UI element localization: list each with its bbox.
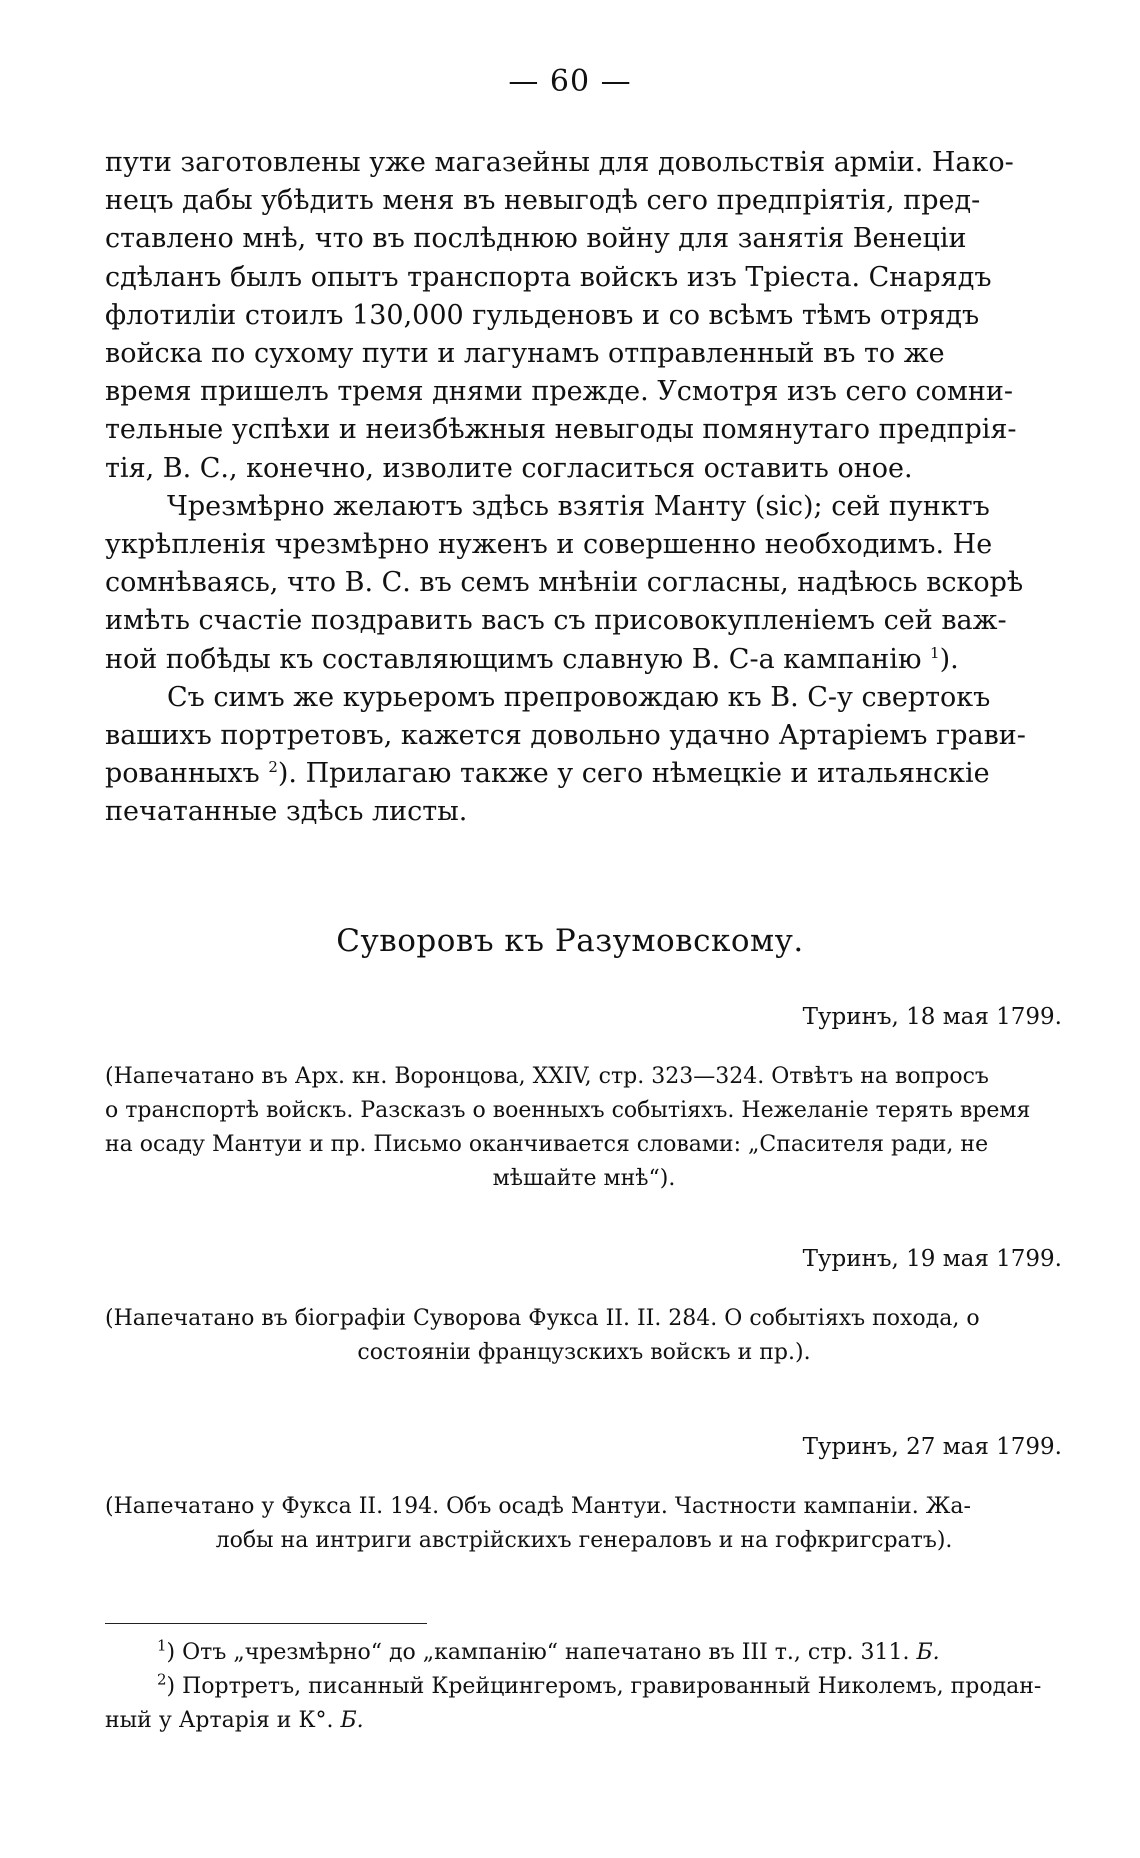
footnote-marker: 1 [157,1636,167,1655]
note-line: (Напечатано въ Арх. кн. Воронцова, XXIV, стр. 323—324. Отвѣтъ на вопросъ [105,1064,989,1089]
footnote-ref-1: 1 [930,643,940,662]
text-line: укрѣпленія чрезмѣрно нуженъ и совершенно необходимъ. Не [105,529,993,561]
note-line: (Напечатано въ біографіи Суворова Фукса II. II. 284. О событіяхъ похода, о [105,1306,980,1331]
text-line: сдѣланъ былъ опытъ транспорта войскъ изъ Тріеста. Снарядъ [105,261,992,293]
text-line: флотиліи стоилъ 130,000 гульденовъ и со всѣмъ тѣмъ отрядъ [105,299,980,331]
text-line: Чрезмѣрно желаютъ здѣсь взятія Манту (sic); сей пунктъ [167,490,990,522]
text-line: ной побѣды къ составляющимъ славную В. С-а кампанію [105,643,922,675]
note-line-last: лобы на интриги австрійскихъ генераловъ и на гофкригсратъ). [215,1528,953,1553]
text-line: тія, В. С., конечно, изволите согласиться оставить оное. [105,452,913,484]
footnotes [105,1636,1063,1738]
text-line: печатанные здѣсь листы. [105,796,468,828]
footnote-sign: Б. [916,1640,940,1665]
text-line-end: ). [939,643,959,675]
text-line: пути заготовлены уже магазейны для довольствія арміи. Нако- [105,147,1014,178]
footnote-sign: Б. [340,1708,364,1733]
letter-note-2 [105,1302,1063,1370]
text-line: рованныхъ [105,758,260,790]
section-heading: Суворовъ къ Разумовскому. [336,923,804,959]
footnote-2 [105,1670,1063,1738]
footnote-text-cont: ный у Артарія и К°. [105,1708,334,1733]
text-line: время пришелъ тремя днями прежде. Усмотря изъ сего сомни- [105,376,1014,408]
note-line: о транспортѣ войскъ. Разсказъ о военныхъ событіяхъ. Нежеланіе терять время [105,1098,1031,1123]
paragraph-3 [105,679,1063,832]
note-line: (Напечатано у Фукса II. 194. Объ осадѣ Мантуи. Частности кампаніи. Жа- [105,1494,971,1519]
footnote-divider [105,1623,427,1624]
paragraph-1 [105,144,1063,488]
text-line: Съ симъ же курьеромъ препровождаю къ В. С-у свертокъ [167,681,991,713]
paragraph-2 [105,488,1063,679]
letter-date-1: Туринъ, 18 мая 1799. [802,1004,1062,1030]
footnote-marker: 2 [157,1670,167,1689]
note-line-last: мѣшайте мнѣ“). [492,1166,676,1191]
letter-note-3 [105,1490,1063,1558]
letter-date-3: Туринъ, 27 мая 1799. [802,1434,1062,1460]
letter-date-2: Туринъ, 19 мая 1799. [802,1246,1062,1272]
letter-note-1 [105,1060,1063,1196]
note-line: на осаду Мантуи и пр. Письмо оканчивается словами: „Спасителя ради, не [105,1132,989,1157]
footnote-ref-2: 2 [268,758,278,777]
text-line: ставлено мнѣ, что въ послѣднюю войну для занятія Венеціи [105,223,967,255]
letter-body-text [105,144,1063,832]
page-number: — 60 — [508,64,632,99]
text-line-end: ). Прилагаю также у сего нѣмецкіе и итальянскіе [277,758,990,790]
footnote-1 [105,1636,1063,1670]
text-line: сомнѣваясь, что В. С. въ семъ мнѣніи согласны, надѣюсь вскорѣ [105,567,1024,599]
text-line: войска по сухому пути и лагунамъ отправленный въ то же [105,338,945,370]
note-line-last: состояніи французскихъ войскъ и пр.). [357,1340,811,1365]
text-line: нецъ дабы убѣдить меня въ невыгодѣ сего предпріятія, пред- [105,185,981,217]
text-line: вашихъ портретовъ, кажется довольно удачно Артаріемъ грави- [105,720,1026,752]
text-line: имѣть счастіе поздравить васъ съ присовокупленіемъ сей важ- [105,605,1007,637]
footnote-text: ) Отъ „чрезмѣрно“ до „кампанію“ напечатано въ III т., стр. 311. [166,1640,910,1665]
text-line: тельные успѣхи и неизбѣжныя невыгоды помянутаго предпрія- [105,414,1017,446]
footnote-text: ) Портретъ, писанный Крейцингеромъ, гравированный Николемъ, продан- [166,1674,1042,1699]
